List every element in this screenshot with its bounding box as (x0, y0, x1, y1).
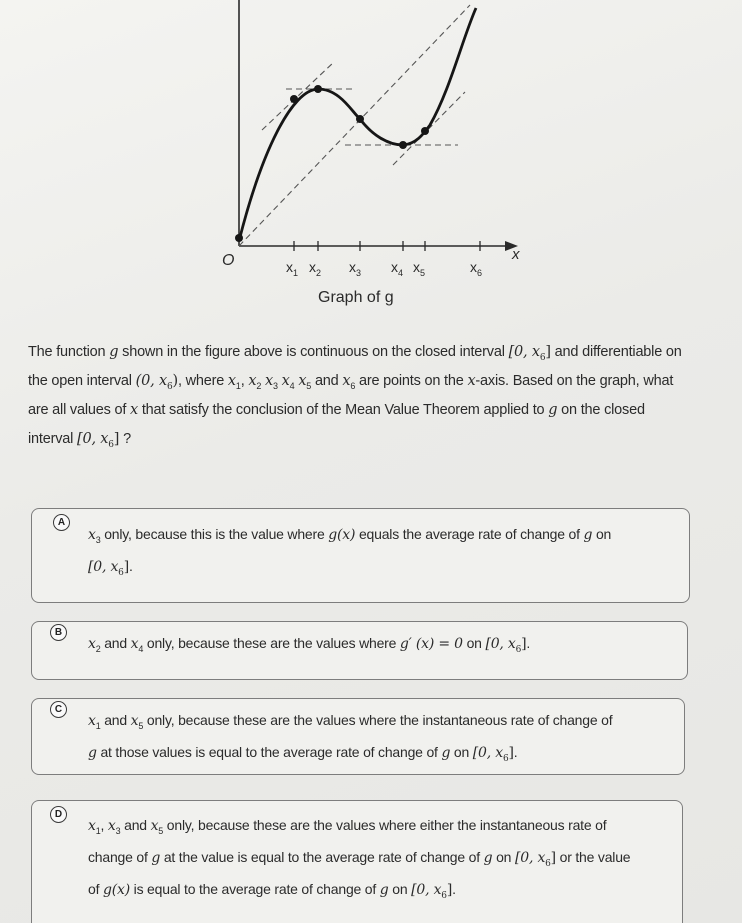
x-point-labels (286, 259, 482, 278)
secant-line (239, 5, 470, 246)
label-x6: $x_6$ (470, 259, 483, 278)
label-x5: $x_5$ (413, 259, 426, 278)
choice-c[interactable] (31, 698, 685, 775)
graph-of-g-figure (0, 0, 742, 320)
choice-b[interactable] (31, 621, 688, 680)
choice-d-letter-badge: D (50, 806, 67, 823)
question-line: are all values of x that satisfy the conclusion of the Mean Value Theorem applied to g on the closed (28, 402, 645, 418)
choice-line: g at those values is equal to the average rate of change of g on [0, $x_6$]. (88, 744, 518, 764)
choice-b-letter-badge: B (50, 624, 67, 641)
choice-line: $x_1$, $x_3$ and $x_5$ only, because these are the values where either the instantaneous rate of (88, 817, 607, 836)
label-x2: $x_2$ (309, 259, 322, 278)
choice-c-letter-badge: C (50, 701, 67, 718)
origin-label: O (222, 252, 235, 269)
choice-d[interactable] (31, 800, 683, 923)
label-x4: $x_4$ (391, 259, 404, 278)
x-axis-label: x (512, 246, 520, 263)
choice-line: change of g at the value is equal to the average rate of change of g on [0, $x_6$] or the value (88, 849, 631, 869)
point-x1 (290, 95, 298, 103)
question-line: interval [0, $x_6$] ? (28, 431, 131, 450)
choice-line: of g(x) is equal to the average rate of change of g on [0, $x_6$]. (88, 881, 456, 901)
question-stem (28, 338, 718, 454)
label-x1: $x_1$ (286, 259, 299, 278)
point-origin (235, 234, 243, 242)
choice-c-text (88, 705, 612, 769)
point-x4 (399, 141, 407, 149)
choice-b-text (88, 628, 530, 660)
figure-caption: Graph of g (318, 289, 394, 306)
choice-line: $x_3$ only, because this is the value where g(x) equals the average rate of change of g on (88, 526, 612, 545)
point-x3 (356, 115, 364, 123)
dashed-lines (239, 5, 470, 246)
choice-line: $x_2$ and $x_4$ only, because these are the values where g′ (x) = 0 on [0, $x_6$]. (88, 635, 531, 655)
point-x5 (421, 127, 429, 135)
choice-d-text (88, 810, 630, 906)
tangent-line-x1 (262, 62, 334, 130)
label-x3: $x_3$ (349, 259, 362, 278)
question-line: The function g shown in the figure above is continuous on the closed interval [0, $x_6$] and differentiable on (28, 344, 682, 363)
choice-line: [0, $x_6$]. (88, 558, 133, 578)
choice-a-text (88, 519, 611, 583)
choice-line: $x_1$ and $x_5$ only, because these are the values where the instantaneous rate of change of (88, 712, 613, 731)
curve-g (239, 8, 476, 241)
question-line: the open interval (0, $x_6$), where $x_1$, $x_2$ $x_3$ $x_4$ $x_5$ and $x_6$ are points on the x-axis. Based on the graph, what (28, 373, 674, 392)
choice-a-letter-badge: A (53, 514, 70, 531)
choice-a[interactable] (31, 508, 690, 603)
point-x2 (314, 85, 322, 93)
